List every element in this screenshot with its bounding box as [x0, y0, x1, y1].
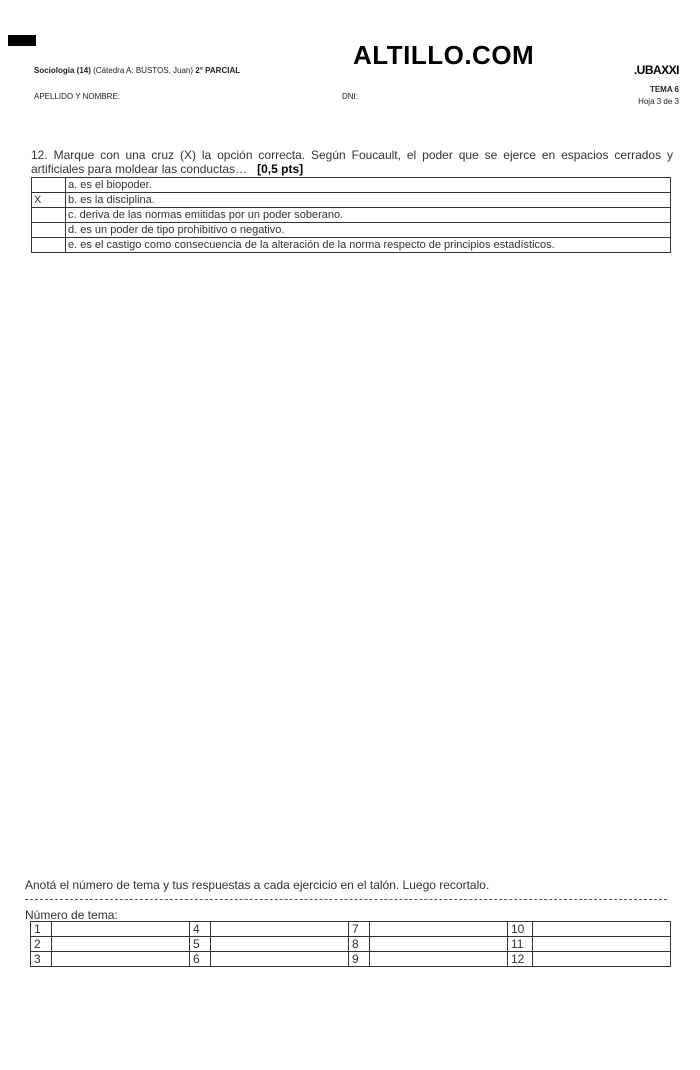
option-mark[interactable]: X: [32, 193, 66, 208]
site-logo: ALTILLO.COM: [353, 40, 535, 70]
answer-cell[interactable]: [52, 952, 190, 967]
answer-cell[interactable]: [370, 952, 508, 967]
option-row: [32, 223, 671, 238]
answer-number: 5: [190, 937, 211, 952]
table-row: [31, 922, 671, 937]
question-text: 12. Marque con una cruz (X) la opción correcta. Según Foucault, el poder que se ejerce en espacios cerrados y artificiales para moldear las conductas…: [31, 148, 673, 176]
option-text: a. es el biopoder.: [66, 178, 671, 193]
option-mark[interactable]: [32, 208, 66, 223]
answer-cell[interactable]: [52, 922, 190, 937]
tema-number-label: Número de tema:: [25, 908, 118, 922]
redaction-bar: [8, 35, 36, 46]
answer-cell[interactable]: [533, 937, 671, 952]
dni-label: DNI:: [342, 92, 358, 101]
answer-number: 2: [31, 937, 52, 952]
answer-cell[interactable]: [52, 937, 190, 952]
answer-number: 10: [508, 922, 533, 937]
uba-logo: .UBAXXI: [633, 63, 679, 77]
option-text: c. deriva de las normas emitidas por un poder soberano.: [66, 208, 671, 223]
option-mark[interactable]: [32, 223, 66, 238]
answer-number: 11: [508, 937, 533, 952]
catedra: (Cátedra A: BUSTOS, Juan): [93, 66, 194, 75]
page-count: Hoja 3 de 3: [638, 97, 679, 106]
subject: Sociología (14): [34, 66, 91, 75]
option-text: b. es la disciplina.: [66, 193, 671, 208]
answer-cell[interactable]: [370, 922, 508, 937]
tema-label: TEMA 6: [649, 85, 679, 94]
answer-cell[interactable]: [370, 937, 508, 952]
answer-cell[interactable]: [211, 922, 349, 937]
name-label: APELLIDO Y NOMBRE:: [34, 92, 120, 101]
answer-number: 1: [31, 922, 52, 937]
answer-number: 7: [349, 922, 370, 937]
option-row: [32, 178, 671, 193]
table-row: [31, 952, 671, 967]
answer-cell[interactable]: [533, 952, 671, 967]
answer-cell[interactable]: [211, 952, 349, 967]
cut-line: [25, 899, 667, 900]
exam-type: 2° PARCIAL: [195, 66, 241, 75]
option-mark[interactable]: [32, 178, 66, 193]
answer-number: 12: [508, 952, 533, 967]
answer-stub-table: [30, 921, 671, 967]
answer-number: 3: [31, 952, 52, 967]
option-row: [32, 208, 671, 223]
answer-cell[interactable]: [211, 937, 349, 952]
question-points: [0,5 pts]: [257, 162, 304, 176]
question-12: [31, 148, 673, 176]
table-row: [31, 937, 671, 952]
answer-cell[interactable]: [533, 922, 671, 937]
option-row: [32, 238, 671, 253]
exam-header: [34, 66, 240, 75]
option-text: d. es un poder de tipo prohibitivo o negativo.: [66, 223, 671, 238]
option-row: [32, 193, 671, 208]
answer-number: 4: [190, 922, 211, 937]
answer-number: 9: [349, 952, 370, 967]
answer-number: 8: [349, 937, 370, 952]
answer-number: 6: [190, 952, 211, 967]
footer-instruction: Anotá el número de tema y tus respuestas a cada ejercicio en el talón. Luego recortalo.: [25, 878, 490, 892]
options-table: [31, 177, 671, 253]
option-text: e. es el castigo como consecuencia de la alteración de la norma respecto de principios estadísticos.: [66, 238, 671, 253]
option-mark[interactable]: [32, 238, 66, 253]
